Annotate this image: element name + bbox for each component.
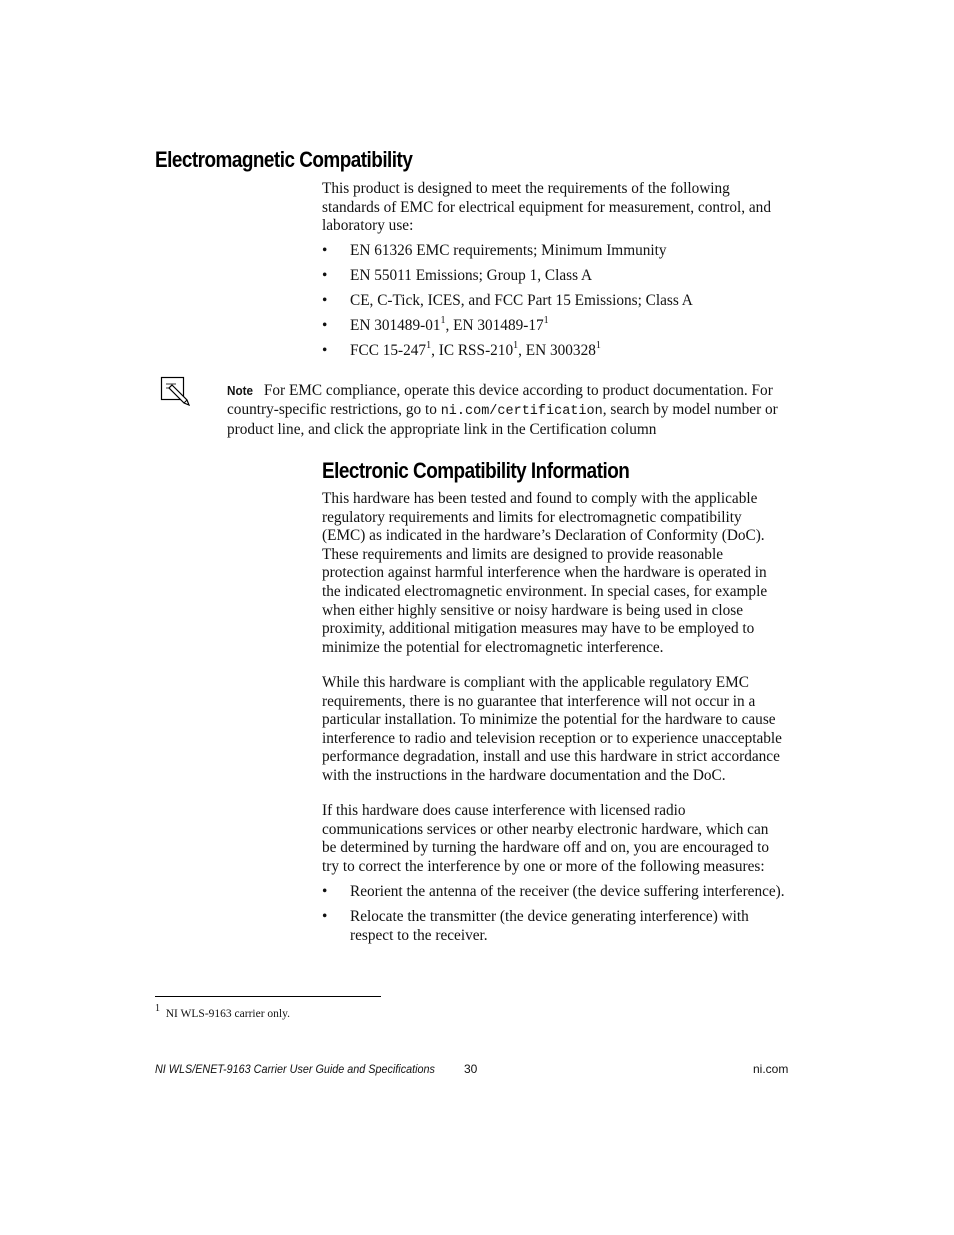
list-item: • EN 61326 EMC requirements; Minimum Immunity [322,242,667,259]
list-item: • EN 55011 Emissions; Group 1, Class A [322,267,593,285]
footnote-ref: 1 [543,315,549,327]
list-item: • CE, C-Tick, ICES, and FCC Part 15 Emissions; Class A [322,292,693,310]
section-heading-eci: Electronic Compatibility Information [322,458,630,483]
eci-paragraph-1: This hardware has been tested and found to comply with the applicable regulatory requirements and limits for electromagnetic compatibility (EMC) as indicated in the hardware’s Declaration of Conformity (DoC). These requirements and limits are designed to provide reasonable protection against harmful interference when the hardware is operated in the indicated electromagnetic environment. In special cases, for example when either highly sensitive or noisy hardware is being used in close proximity, additional mitigation measures may have to be employed to minimize the potential for electromagnetic interference. [322,490,768,656]
note-paragraph: Note For EMC compliance, operate this device according to product documentation. For country-specific restrictions, go to ni.com/certification, search by model number or product line, and click the appropriate link in the Certification column [227,382,778,439]
list-item: • Reorient the antenna of the receiver (the device suffering interference). [322,883,785,900]
eci-paragraph-3: If this hardware does cause interference with licensed radio communications services or other nearby electronic hardware, which can be determined by turning the hardware off and on, you are encouraged to try to correct the interference by one or more of the following measures: [322,802,769,875]
list-item: • FCC $15-247^1$, IC RSS-$210^1$, EN 300328$^1$ [322,340,601,360]
certification-link[interactable]: ni.com/certification [440,403,603,419]
footer-site-link[interactable]: ni.com [753,1062,789,1076]
footnote-divider [155,996,381,997]
section-heading-emc: Electromagnetic Compatibility [155,147,413,172]
interference-measures-list [322,883,792,952]
footnote-ref: 1 [426,340,432,352]
note-label: Note [227,383,254,398]
eci-paragraph-2: While this hardware is compliant with the applicable regulatory EMC requirements, there is no guarantee that interference will not occur in a particular installation. To minimize the potential for the hardware to cause interference to radio and television reception or to experience unacceptable performance degradation, install and use this hardware in strict accordance with the instructions in the hardware documentation and the DoC. [322,674,782,784]
note-icon [160,376,192,406]
footer-doc-title: NI WLS/ENET-9163 Carrier User Guide and Specifications [155,1062,435,1076]
footnote-ref: 1 [440,315,446,327]
list-item: • EN $301489-01^1$, EN $301489-17^1$ [322,315,549,335]
footnote: $^1$ NI WLS-9163 carrier only. [155,1003,290,1020]
emc-standards-list [322,242,792,367]
list-item: • Relocate the transmitter (the device generating interference) with respect to the receiver. [322,908,749,944]
footnote-ref: 1 [595,340,601,352]
emc-intro-paragraph: This product is designed to meet the requirements of the following standards of EMC for electrical equipment for measurement, control, and laboratory use: [322,180,771,235]
footer-page-number: 30 [464,1062,478,1076]
footnote-ref: 1 [513,340,519,352]
